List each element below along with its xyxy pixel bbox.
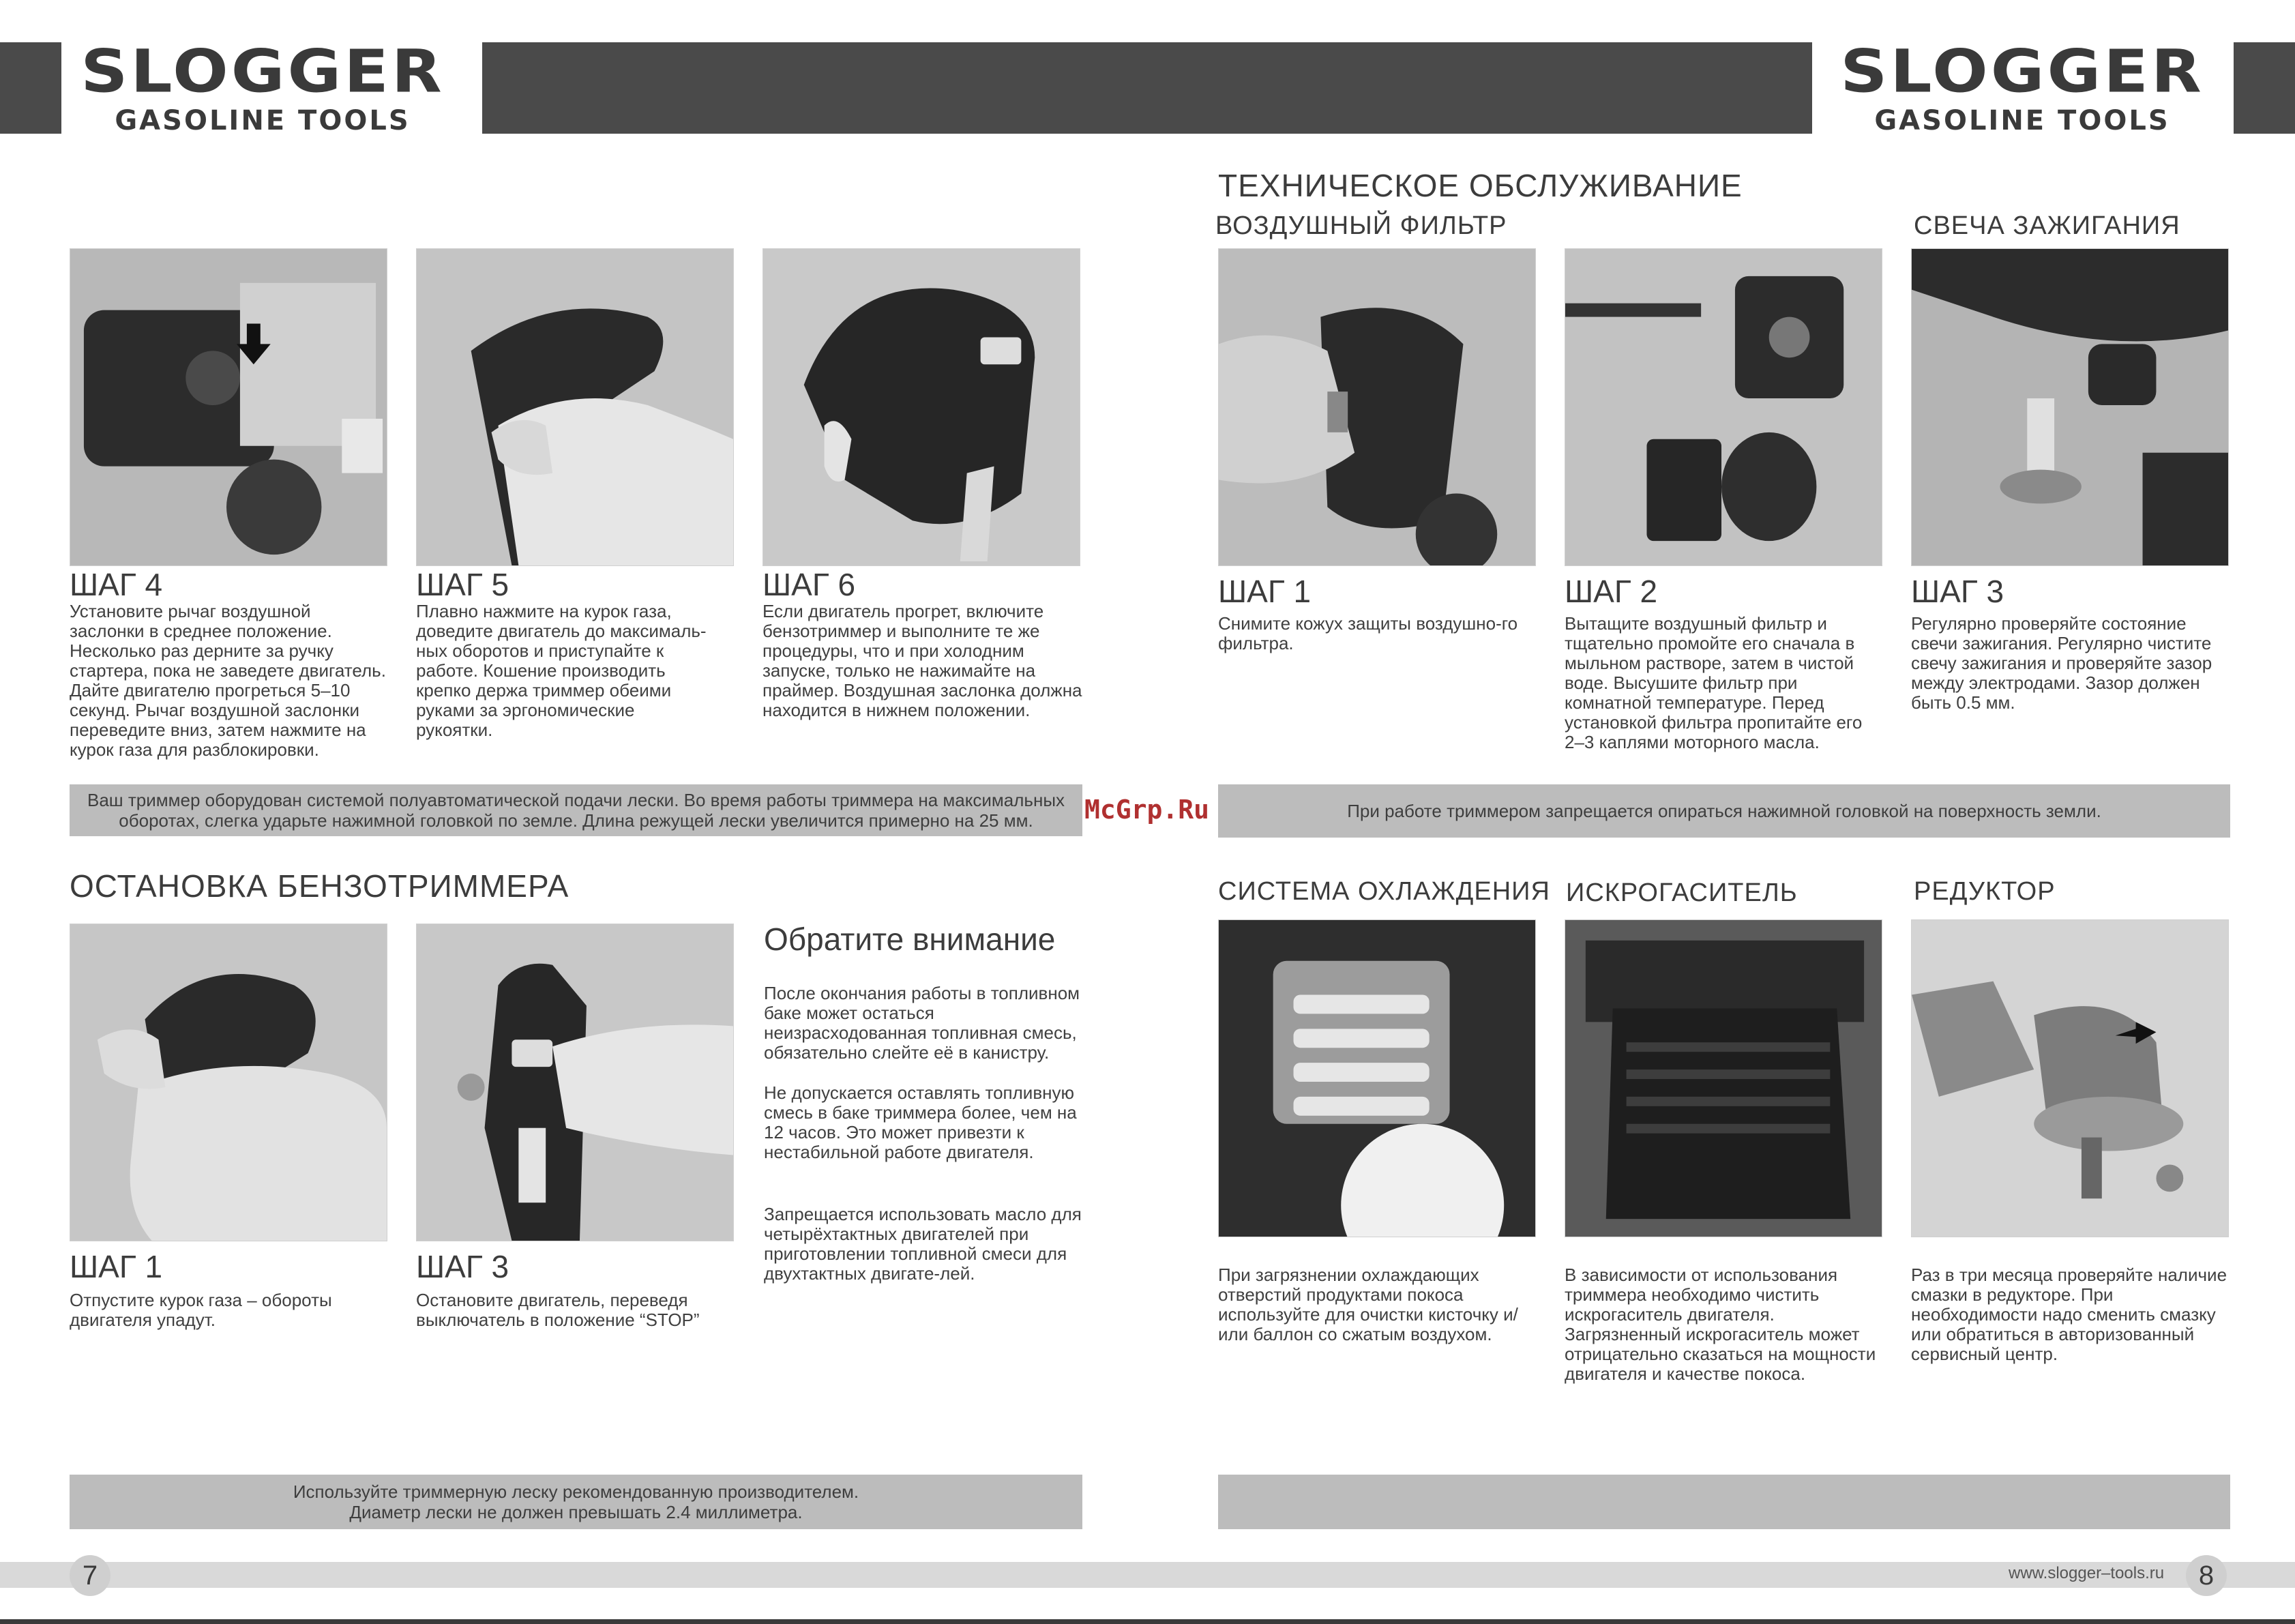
photo-muffler-icon — [1565, 920, 1882, 1237]
photo-step4-choke — [70, 248, 387, 566]
spark-arrester-title: ИСКРОГАСИТЕЛЬ — [1566, 879, 1798, 907]
maint-step2-text: Вытащите воздушный фильтр и тщательно промойте его сначала в мыльном растворе, затем в чистой воде. Высушите фильтр при комнатной температуре. Перед установкой фильтра пропитайте его 2–3 каплями моторного масла. — [1565, 613, 1863, 752]
photo-handle-icon — [417, 249, 733, 565]
gearbox-text: Раз в три месяца проверяйте наличие смазки в редукторе. При необходимости надо сменить смазку или обратиться в авторизованный сервисный центр. — [1911, 1265, 2227, 1364]
note-title: Обратите внимание — [764, 921, 1056, 957]
photo-filter-parts-icon — [1565, 249, 1882, 565]
maint-step3-title: ШАГ 3 — [1911, 574, 2004, 609]
photo-spark-plug-icon — [1912, 249, 2228, 565]
photo-filter-cover-icon — [1219, 249, 1535, 565]
stop-step3-text: Остановите двигатель, переведя выключатель в положение “STOP” — [416, 1290, 700, 1330]
footer-line — [0, 1619, 2295, 1624]
header-bar-right-edge — [2234, 42, 2295, 134]
photo-stop-switch-icon — [417, 924, 733, 1241]
photo-engine-icon — [70, 249, 387, 565]
brand-logo-right — [1824, 38, 2220, 140]
brand-tagline: GASOLINE TOOLS — [1874, 105, 2170, 136]
spark-plug-title: СВЕЧА ЗАЖИГАНИЯ — [1914, 211, 2180, 240]
stop-step1-title: ШАГ 1 — [70, 1249, 163, 1284]
stop-section-title: ОСТАНОВКА БЕНЗОТРИММЕРА — [70, 868, 569, 904]
maint-step1-text: Снимите кожух защиты воздушно-го фильтра. — [1218, 613, 1518, 653]
photo-stop-step3 — [416, 924, 734, 1241]
stop-step1-text: Отпустите курок газа – обороты двигателя упадут. — [70, 1290, 332, 1330]
page-number-left: 7 — [70, 1555, 110, 1596]
photo-spark-arrester — [1565, 919, 1882, 1237]
empty-banner-right — [1218, 1475, 2230, 1529]
spark-arrester-text: В зависимости от использования триммера необходимо чистить искрогаситель двигателя. Загрязненный искрогаситель может отрицательно сказаться на мощности двигателя и качестве покоса. — [1565, 1265, 1876, 1384]
photo-spark-plug — [1911, 248, 2229, 566]
photo-release-trigger-icon — [70, 924, 387, 1241]
step5-text: Плавно нажмите на курок газа, доведите двигатель до максималь-ных оборотов и приступайте к работе. Кошение производить крепко держа триммер обеими руками за эргономические рукоятки. — [416, 601, 707, 740]
brand-name: SLOGGER — [80, 37, 445, 106]
website-link[interactable]: www.slogger–tools.ru — [2009, 1564, 2165, 1582]
step6-text: Если двигатель прогрет, включите бензотриммер и выполните те же процедуры, что и при холодним запуске, только не нажимайте на праймер. Воздушная заслонка должна находится в нижнем положении. — [762, 601, 1082, 720]
brand-logo-left — [65, 38, 460, 140]
watermark: McGrp.Ru — [1084, 795, 1210, 825]
photo-gearbox-icon — [1912, 920, 2228, 1237]
cooling-text: При загрязнении охлаждающих отверстий продуктами покоса используйте для очистки кисточку и/или баллон со сжатым воздухом. — [1218, 1265, 1518, 1344]
maint-step2-title: ШАГ 2 — [1565, 574, 1658, 609]
banner-line-2: Диаметр лески не должен превышать 2.4 миллиметра. — [349, 1502, 803, 1522]
photo-step6-switch — [762, 248, 1080, 566]
note-paragraph-3: Запрещается использовать масло для четырёхтактных двигателей при приготовлении топливной смеси для двухтактных двигате-лей. — [764, 1204, 1082, 1284]
air-filter-title: ВОЗДУШНЫЙ ФИЛЬТР — [1215, 211, 1507, 240]
maint-step3-text: Регулярно проверяйте состояние свечи зажигания. Регулярно чистите свечу зажигания и проверяйте зазор между электродами. Зазор должен быть 0.5 мм. — [1911, 613, 2212, 713]
photo-cooling — [1218, 919, 1536, 1237]
info-banner-line-diameter — [70, 1475, 1082, 1529]
photo-cooling-fins-icon — [1219, 920, 1535, 1237]
brand-name: SLOGGER — [1840, 37, 2204, 106]
step5-title: ШАГ 5 — [416, 567, 509, 602]
cooling-title: СИСТЕМА ОХЛАЖДЕНИЯ — [1218, 877, 1550, 906]
info-banner-line-feed: Ваш триммер оборудован системой полуавтоматической подачи лески. Во время работы триммера на максимальных оборотах, слегка ударьте нажимной головкой по земле. Длина режущей лески увеличится примерно на 25 мм. — [70, 784, 1082, 836]
page-number-right: 8 — [2186, 1555, 2227, 1596]
note-paragraph-2: Не допускается оставлять топливную смесь в баке триммера более, чем на 12 часов. Это может привезти к нестабильной работе двигателя. — [764, 1082, 1077, 1162]
footer-bar — [0, 1562, 2295, 1588]
photo-gearbox — [1911, 919, 2229, 1237]
photo-switch-icon — [763, 249, 1080, 565]
step6-title: ШАГ 6 — [762, 567, 856, 602]
stop-step3-title: ШАГ 3 — [416, 1249, 509, 1284]
step4-text: Установите рычаг воздушной заслонки в среднее положение. Несколько раз дерните за ручку стартера, пока не заведете двигатель. Дайте двигателю прогреться 5–10 секунд. Рычаг воздушной заслонки переведите вниз, затем нажмите на курок газа для разблокировки. — [70, 601, 386, 760]
brand-tagline: GASOLINE TOOLS — [115, 105, 411, 136]
photo-air-filter-step1 — [1218, 248, 1536, 566]
photo-step5-trigger — [416, 248, 734, 566]
warning-banner-head: При работе триммером запрещается опираться нажимной головкой на поверхность земли. — [1218, 784, 2230, 838]
maintenance-section-title: ТЕХНИЧЕСКОЕ ОБСЛУЖИВАНИЕ — [1218, 168, 1743, 203]
note-paragraph-1: После окончания работы в топливном баке может остаться неизрасходованная топливная смесь, обязательно слейте её в канистру. — [764, 983, 1080, 1063]
maint-step1-title: ШАГ 1 — [1218, 574, 1312, 609]
header-bar-left-edge — [0, 42, 61, 134]
banner-line-1: Используйте триммерную леску рекомендованную производителем. — [293, 1481, 859, 1502]
step4-title: ШАГ 4 — [70, 567, 163, 602]
header-bar — [482, 42, 1812, 134]
photo-air-filter-step2 — [1565, 248, 1882, 566]
photo-stop-step1 — [70, 924, 387, 1241]
gearbox-title: РЕДУКТОР — [1914, 877, 2056, 906]
